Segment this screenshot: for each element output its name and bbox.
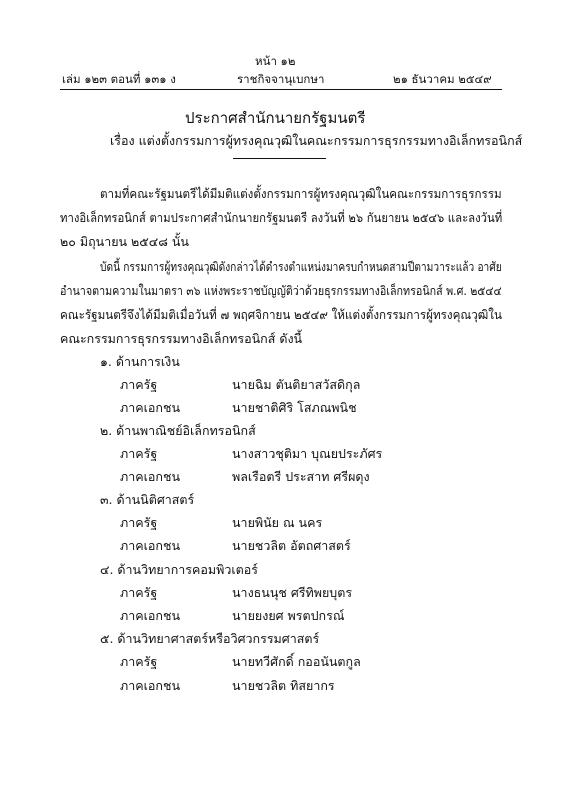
subject-line: เรื่อง แต่งตั้งกรรมการผู้ทรงคุณวุฒิในคณะกรรมการธุรกรรมทางอิเล็กทรอนิกส์ — [110, 133, 523, 148]
member-name: นายชวลิต ทิสยากร — [232, 678, 335, 693]
para2-line: คณะกรรมการธุรกรรมทางอิเล็กทรอนิกส์ ดังนี้ — [60, 331, 303, 346]
sector-label: ภาครัฐ — [120, 446, 158, 461]
member-name: นายชาติศิริ โสภณพนิช — [232, 400, 357, 415]
gazette-volume: เล่ม ๑๒๓ ตอนที่ ๑๓๑ ง — [62, 72, 176, 86]
sector-label: ภาครัฐ — [120, 377, 158, 392]
sector-label: ภาคเอกชน — [120, 678, 180, 693]
sector-label: ภาครัฐ — [120, 515, 158, 530]
sector-label: ภาคเอกชน — [120, 608, 180, 623]
gazette-name: ราชกิจจานุเบกษา — [237, 72, 325, 86]
title-underline — [233, 158, 326, 159]
para2-line: อำนาจตามความในมาตรา ๓๖ แห่งพระราชบัญญัติว่าด้วยธุรกรรมทางอิเล็กทรอนิกส์ พ.ศ. ๒๕๔๔ — [60, 283, 502, 298]
para2-line: คณะรัฐมนตรีจึงได้มีมติเมื่อวันที่ ๗ พฤศจิกายน ๒๕๔๙ ให้แต่งตั้งกรรมการผู้ทรงคุณวุฒิใน — [60, 307, 502, 322]
sector-label: ภาคเอกชน — [120, 469, 180, 484]
member-name: นายทวีศักดิ์ กออนันตกูล — [232, 654, 361, 669]
gazette-date: ๒๑ ธันวาคม ๒๕๔๙ — [393, 72, 492, 86]
sector-label: ภาครัฐ — [120, 654, 158, 669]
para2-line: บัดนี้ กรรมการผู้ทรงคุณวุฒิดังกล่าวได้ดำรงตำแหน่งมาครบกำหนดสามปีตามวาระแล้ว อาศัย — [100, 259, 502, 274]
para1-line: ทางอิเล็กทรอนิกส์ ตามประกาศสำนักนายกรัฐมนตรี ลงวันที่ ๒๖ กันยายน ๒๕๔๖ และลงวันที่ — [60, 210, 503, 225]
member-name: นางสาวชุติมา บุณยประภัศร — [232, 446, 383, 461]
para1-line: ตามที่คณะรัฐมนตรีได้มีมติแต่งตั้งกรรมการผู้ทรงคุณวุฒิในคณะกรรมการธุรกรรม — [100, 186, 502, 201]
page-number: หน้า ๑๒ — [255, 54, 296, 68]
member-name: นางธนนุช ศรีทิพยบุตร — [232, 585, 353, 600]
member-name: นายพินัย ณ นคร — [232, 515, 323, 530]
member-name: นายชวลิต อัตถศาสตร์ — [232, 538, 351, 553]
header-rule — [60, 89, 502, 90]
para1-line: ๒๐ มิถุนายน ๒๕๔๘ นั้น — [60, 234, 189, 249]
section-heading: ๔. ด้านวิทยาการคอมพิวเตอร์ — [100, 562, 258, 577]
member-name: นายยงยศ พรตปกรณ์ — [232, 608, 345, 623]
section-heading: ๓. ด้านนิติศาสตร์ — [100, 492, 195, 507]
section-heading: ๕. ด้านวิทยาศาสตร์หรือวิศวกรรมศาสตร์ — [100, 631, 320, 646]
section-heading: ๑. ด้านการเงิน — [100, 354, 180, 369]
member-name: นายฉิม ตันติยาสวัสดิกุล — [232, 377, 361, 392]
sector-label: ภาคเอกชน — [120, 400, 180, 415]
sector-label: ภาคเอกชน — [120, 538, 180, 553]
sector-label: ภาครัฐ — [120, 585, 158, 600]
page-title: ประกาศสำนักนายกรัฐมนตรี — [185, 109, 366, 127]
section-heading: ๒. ด้านพาณิชย์อิเล็กทรอนิกส์ — [100, 423, 256, 438]
member-name: พลเรือตรี ประสาท ศรีผดุง — [232, 469, 370, 484]
